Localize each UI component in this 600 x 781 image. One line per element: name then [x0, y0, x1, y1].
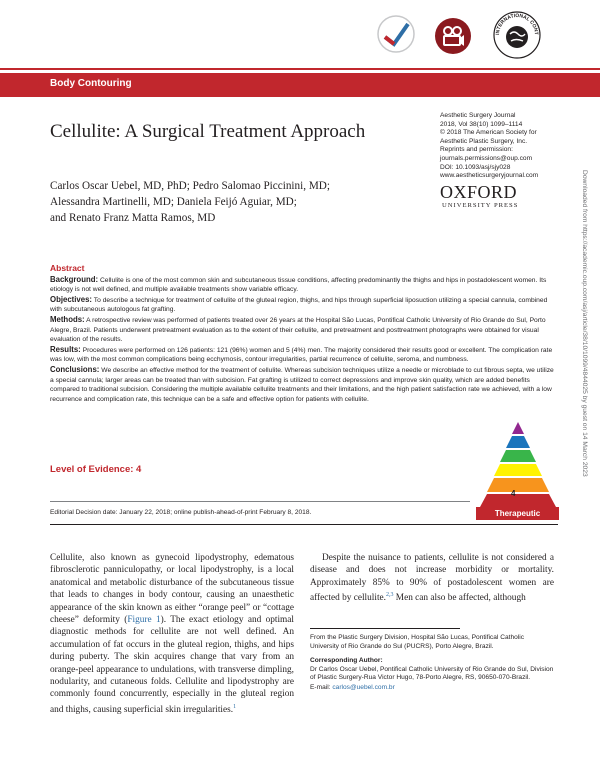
pyramid-layer	[494, 464, 542, 476]
author-list	[50, 178, 330, 226]
abstract-text: A retrospective review was performed of patients treated over 26 years at the Hospital São Lucas, Pontifical Catholic University of Rio Grande do Sul, Porto Alegre, Brazil. Patients underwent pretreatment evaluation as to the extent of their cellulite, and pretreatment and posttreatment photographs were obtained for visual evaluation of the results.	[50, 316, 546, 344]
abstract-key: Objectives:	[50, 294, 93, 304]
pyramid-layer	[480, 494, 556, 507]
footnote	[310, 634, 554, 699]
corresponding-author-address: Dr Carlos Oscar Uebel, Pontifical Catholic University of Rio Grande do Sul, Division of Plastic Surgery-Rua Victor Hugo, 78-Porto Alegre, RS, 90650-070-Brazil.	[310, 665, 554, 682]
author-line: and Renato Franz Matta Ramos, MD	[50, 212, 216, 224]
download-note	[579, 170, 591, 590]
body-column-left	[50, 552, 294, 716]
section-banner	[0, 73, 600, 97]
email-label: E-mail:	[310, 683, 333, 691]
publisher-subtitle: UNIVERSITY PRESS	[442, 202, 519, 209]
abstract-conclusions	[50, 365, 558, 404]
abstract-methods	[50, 315, 558, 345]
abstract-text: We describe an effective method for the treatment of cellulite. Whereas subcision techniques utilize a needle or microblade to cut fibrous septa, we utilize a special cannula; larger areas can be treated than with subcision. Fat grafting is utilized to correct depressions and improve skin quality, which are added benefits compared to traditional subcision. Considering the multiple available cellulite treatments and their limitations, and the high patient satisfaction rate we achieved, with a low recurrence and complication rate, this technique can be a safe and effective option for patients with cellulite.	[50, 366, 554, 403]
journal-copyright-holder: Aesthetic Plastic Surgery, Inc.	[440, 137, 528, 145]
abstract-text: To describe a technique for treatment of cellulite of the gluteal region, thighs, and hips through superficial liposuction utilizing a special cannula, combined with subcutaneous autologous fat grafting.	[50, 296, 548, 314]
pyramid-layer	[506, 436, 530, 448]
journal-copyright: © 2018 The American Society for	[440, 129, 537, 137]
citation-link[interactable]: 1	[233, 703, 237, 710]
abstract-background	[50, 275, 558, 295]
email-link[interactable]: carlos@uebel.com.br	[332, 683, 395, 691]
video-camera-icon[interactable]	[434, 17, 472, 55]
author-line: Alessandra Martinelli, MD; Daniela Feijó Aguiar, MD;	[50, 196, 297, 208]
body-paragraph	[50, 552, 294, 716]
email-line	[310, 684, 554, 693]
abstract-objectives	[50, 295, 558, 315]
pyramid-caption: Therapeutic	[476, 507, 559, 520]
figure-link[interactable]: Figure 1	[127, 615, 161, 626]
journal-permissions-email[interactable]: journals.permissions@oup.com	[440, 154, 533, 162]
crossmark-icon[interactable]	[377, 13, 415, 55]
svg-text:INTERNATIONAL CONTRIBUTION: INTERNATIONAL CONT	[494, 12, 540, 36]
divider	[50, 524, 558, 525]
journal-name: Aesthetic Surgery Journal	[440, 112, 516, 119]
international-contribution-badge-icon	[492, 10, 542, 60]
divider	[50, 501, 470, 502]
abstract-heading: Abstract	[50, 263, 85, 273]
abstract-text: Cellulite is one of the most common skin and subcutaneous tissue conditions, affecting predominantly the thighs and hips in postadolescent women. Its etiology is not well defined, and multiple available treatments show variable efficacy.	[50, 276, 547, 294]
journal-reprints: Reprints and permission:	[440, 146, 513, 154]
body-text: Despite the nuisance to patients, cellulite is not considered a disease and does not increase morbidity or mortality. Approximately 85% to 90% of postadolescent women are affected by cellulite.	[310, 553, 554, 604]
body-text: Men can also be affected, although	[393, 593, 526, 604]
body-text: ). The exact etiology and optimal diagnostic methods for cellulite are not well defined. An accumulation of fat occurs in the gluteal region, thighs, and hips during puberty. The skin acquires change that vary from an orange-peel appearance to undulations, with transverse dimpling, nodularity, and cutaneous folds. Cellulite and lipodystrophy are commonly found concurrently, especially in the gluteal region and thighs, causing superficial skin irregularities.	[50, 615, 295, 715]
journal-info	[440, 112, 580, 181]
author-line: Carlos Oscar Uebel, MD, PhD; Pedro Salomao Piccinini, MD;	[50, 180, 330, 192]
abstract-results	[50, 345, 558, 365]
journal-volume: 2018, Vol 38(10) 1099–1114	[440, 120, 523, 128]
publisher-logo: OXFORD	[440, 182, 518, 202]
level-of-evidence: Level of Evidence: 4	[50, 464, 142, 475]
journal-doi[interactable]: DOI: 10.1093/asj/sjy028	[440, 163, 511, 171]
section-label: Body Contouring	[50, 78, 132, 89]
journal-website[interactable]: www.aestheticsurgeryjournal.com	[440, 172, 539, 180]
body-text: Cellulite, also known as gynecoid lipodystrophy, edematous fibrosclerotic panniculopathy, or local lipodystrophy, is a local anatomical and metabolic disturbance of the subcutaneous tissue that leads to changes in body contour, causing an unaesthetic appearance of the skin known as either “orange peel” or “cottage cheese” deformity (	[50, 553, 294, 626]
citation-link[interactable]: 2,3	[385, 592, 394, 599]
corresponding-author-heading: Corresponding Author:	[310, 657, 383, 665]
pyramid-layer	[500, 450, 536, 462]
body-paragraph	[310, 552, 554, 605]
footnote-rule	[310, 628, 460, 629]
evidence-pyramid-icon	[476, 420, 560, 508]
article-title: Cellulite: A Surgical Treatment Approach	[50, 121, 366, 142]
pyramid-level-number: 4	[511, 489, 516, 498]
abstract-key: Background:	[50, 274, 99, 284]
download-note-text: Downloaded from https://academic.oup.com/asj/article/38/10/1099/4844025 by guest on 14 March 2023	[581, 170, 588, 477]
abstract-key: Conclusions:	[50, 364, 100, 374]
affiliation: From the Plastic Surgery Division, Hospital São Lucas, Pontifical Catholic University of Rio Grande do Sul (PUCRS), Porto Alegre, Brazil.	[310, 634, 525, 650]
abstract	[50, 264, 558, 404]
header-rule	[0, 68, 600, 70]
abstract-key: Methods:	[50, 314, 85, 324]
pyramid-layer	[512, 422, 524, 434]
abstract-text: Procedures were performed on 126 patients: 121 (96%) women and 5 (4%) men. The majority considered their results good or excellent. The complication rate was low, with the most common complications being ecchymosis, contour irregularities, partial recurrence of cellulite, seroma, and numbness.	[50, 346, 553, 364]
abstract-key: Results:	[50, 344, 81, 354]
editorial-decision: Editorial Decision date: January 22, 2018; online publish-ahead-of-print February 8, 2018.	[50, 509, 312, 516]
pyramid-layer	[487, 478, 549, 492]
body-column-right	[310, 552, 554, 605]
